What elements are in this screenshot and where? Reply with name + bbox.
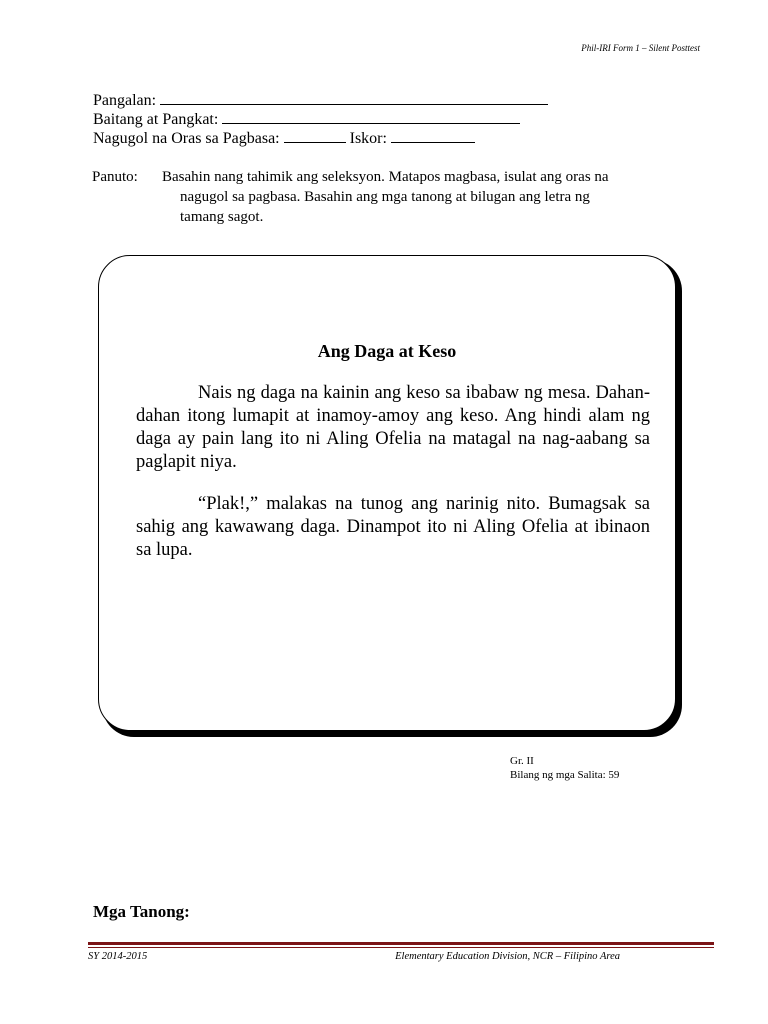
grade-section-blank — [222, 109, 520, 124]
grade-section-field — [93, 109, 520, 129]
passage-box — [98, 255, 676, 731]
name-label: Pangalan: — [93, 92, 157, 109]
time-score-field — [93, 128, 475, 148]
instructions — [92, 167, 702, 227]
word-count: Bilang ng mga Salita: 59 — [510, 769, 620, 781]
questions-heading: Mga Tanong: — [93, 902, 190, 921]
story-paragraph-1: Nais ng daga na kainin ang keso sa ibabaw ng mesa. Dahan-dahan itong lumapit at inamoy-amoy ang keso. Ang hindi alam ng daga ay pain lang ito ni Aling Ofelia na matagal na nag-aabang sa paglapit niya. — [136, 383, 650, 472]
story-paragraph-2: “Plak!,” malakas na tunog ang narinig nito. Bumagsak sa sahig ang kawawang daga. Dinampot ito ni Aling Ofelia at ibinaon sa lupa. — [136, 494, 650, 560]
footer-rule-thick — [88, 942, 714, 945]
instructions-line-3: tamang sagot. — [180, 209, 264, 225]
instructions-line-1: Basahin nang tahimik ang seleksyon. Matapos magbasa, isulat ang oras na — [162, 169, 609, 185]
reading-time-label: Nagugol na Oras sa Pagbasa: — [93, 130, 280, 147]
footer-rule-thin — [88, 947, 714, 948]
footer-division: Elementary Education Division, NCR – Filipino Area — [395, 951, 620, 962]
score-label: Iskor: — [349, 130, 387, 147]
story-title: Ang Daga at Keso — [317, 341, 457, 361]
score-blank — [391, 128, 475, 143]
instructions-text — [162, 167, 702, 227]
name-blank — [160, 90, 548, 105]
reading-time-blank — [284, 128, 346, 143]
name-field — [93, 90, 548, 110]
instructions-label: Panuto: — [92, 169, 138, 185]
instructions-line-2: nagugol sa pagbasa. Basahin ang mga tanong at bilugan ang letra ng — [180, 189, 590, 205]
grade-level: Gr. II — [510, 755, 534, 767]
footer-school-year: SY 2014-2015 — [88, 951, 148, 962]
form-tag: Phil-IRI Form 1 – Silent Posttest — [581, 43, 700, 53]
grade-section-label: Baitang at Pangkat: — [93, 111, 219, 128]
